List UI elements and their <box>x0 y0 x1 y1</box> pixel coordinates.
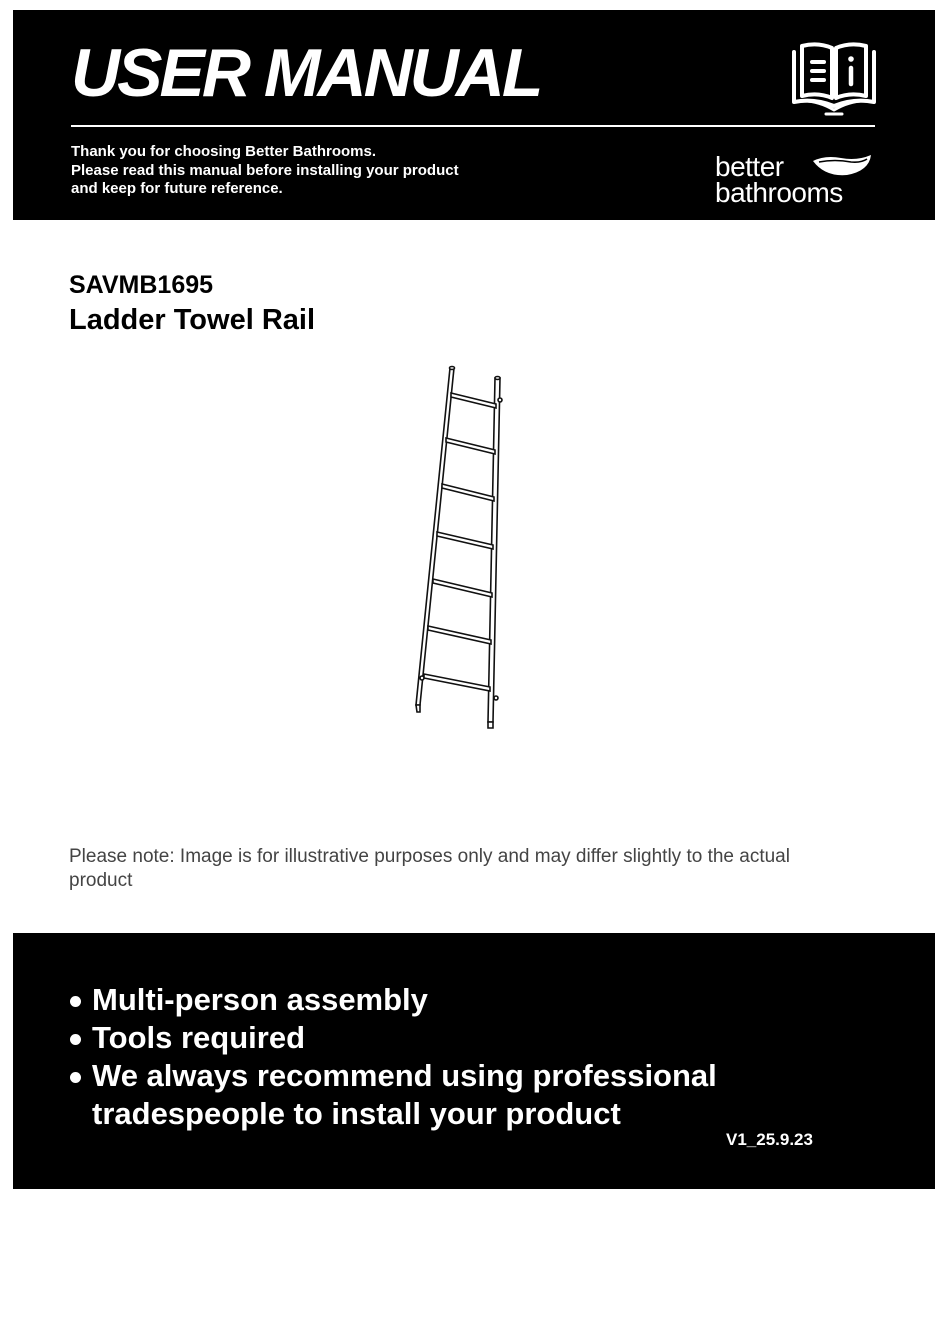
illustration-disclaimer: Please note: Image is for illustrative purposes only and may differ slightly to the actual product <box>69 846 790 891</box>
installation-requirements-list <box>69 981 772 1133</box>
better-bathrooms-logo <box>715 143 885 209</box>
thank-you-line: and keep for future reference. <box>71 180 283 197</box>
thank-you-line: Please read this manual before installing your product <box>71 161 459 179</box>
thank-you-message <box>71 143 551 199</box>
header-banner <box>13 10 935 220</box>
bullet-text: Multi-person assembly <box>92 982 428 1017</box>
bullet-text: We always recommend using professional tradespeople to install your product <box>92 1058 717 1131</box>
brand-word-bathrooms: bathrooms <box>715 177 843 208</box>
thank-you-line: Thank you for choosing Better Bathrooms. <box>71 143 377 160</box>
list-item <box>69 981 772 1019</box>
ladder-towel-rail-image <box>400 360 520 732</box>
manual-title: USER MANUAL <box>71 35 541 111</box>
bullet-dot-icon <box>70 1034 81 1045</box>
basin-logo-icon <box>811 153 873 177</box>
brand-word-better: better <box>715 151 784 182</box>
installation-info-banner <box>13 933 935 1189</box>
open-book-info-icon <box>788 40 880 122</box>
bullet-dot-icon <box>70 1072 81 1083</box>
list-item <box>69 1019 772 1057</box>
product-code: SAVMB1695 <box>69 271 214 299</box>
list-item <box>69 1057 772 1133</box>
bullet-text: Tools required <box>92 1020 306 1055</box>
header-divider <box>71 125 875 127</box>
bullet-dot-icon <box>70 996 81 1007</box>
version-number: V1_25.9.23 <box>726 1130 813 1149</box>
product-name: Ladder Towel Rail <box>69 304 316 336</box>
